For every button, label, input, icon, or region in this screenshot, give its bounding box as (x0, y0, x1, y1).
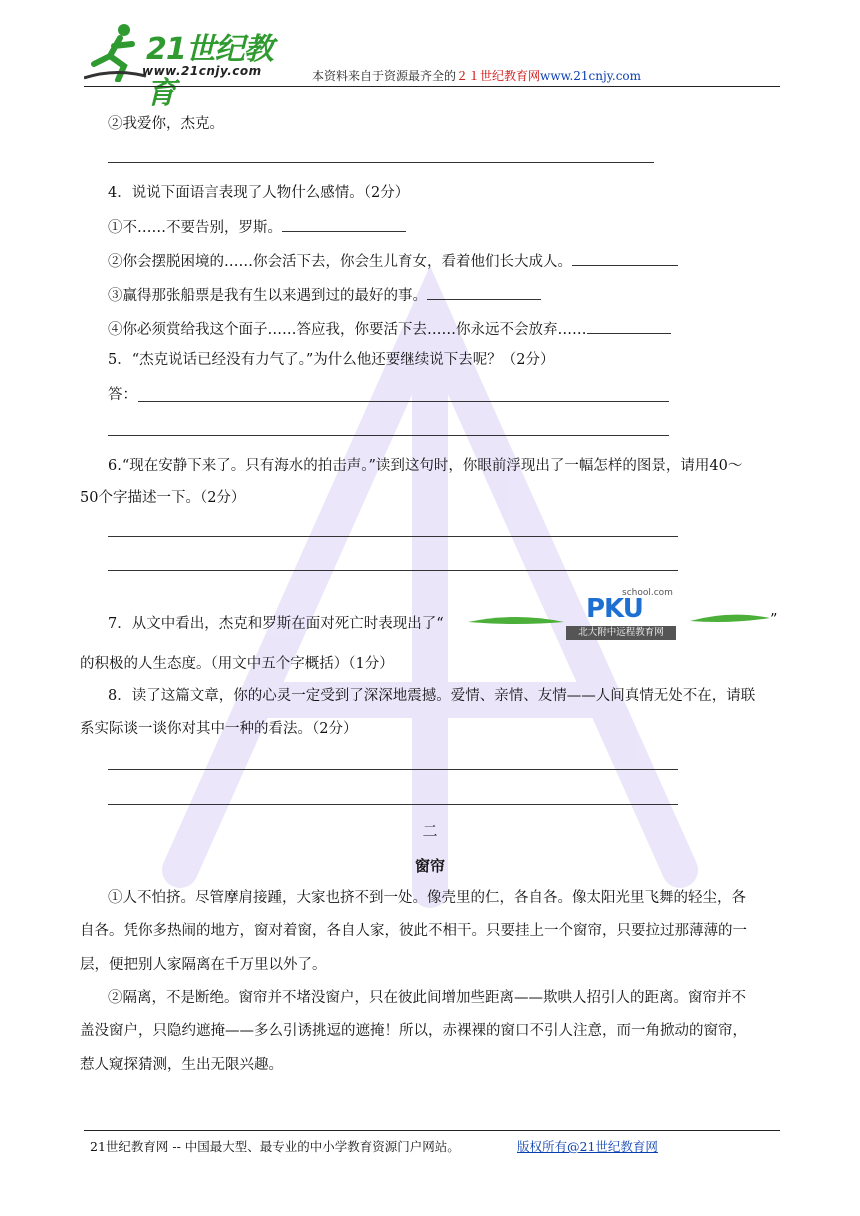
logo-brand-text: 21世纪教育 (146, 32, 273, 111)
passage-p2-line-2: 盖没窗户，只隐约遮掩——多么引诱挑逗的遮掩！所以，赤裸裸的窗口不引人注意，而一角掀动的窗帘， (80, 1023, 747, 1039)
question-5-answer-label: 答： (108, 387, 137, 403)
passage-p1-line-3: 层，便把别人家隔离在千万里以外了。 (80, 957, 327, 973)
footer-site-description: 21世纪教育网 -- 中国最大型、最专业的中小学教育资源门户网站。 (90, 1139, 460, 1154)
question-7-close-quote: ” (770, 612, 778, 628)
logo-url-text: www.21cnjy.com (142, 64, 262, 78)
answer-line[interactable] (138, 401, 669, 402)
passage-p2-line-3: 惹人窥探猜测，生出无限兴趣。 (80, 1057, 283, 1073)
question-8-line-2: 系实际谈一谈你对其中一种的看法。（2分） (80, 721, 358, 737)
header-note-site: 世纪教育网 (480, 69, 541, 83)
header-note (312, 67, 641, 84)
answer-line[interactable] (108, 570, 678, 571)
question-4-item-3: ③赢得那张船票是我有生以来遇到过的最好的事。 (108, 285, 541, 306)
passage-p2-line-1: ②隔离，不是断绝。窗帘并不堵没窗户，只在彼此间增加些距离——欺哄人招引人的距离。窗帘并不 (108, 990, 746, 1006)
answer-blank[interactable] (282, 217, 406, 232)
passage-p1-line-1: ①人不怕挤。尽管摩肩接踵，大家也挤不到一处。像壳里的仁，各自各。像太阳光里飞舞的轻尘，各 (108, 890, 746, 906)
answer-line[interactable] (108, 435, 669, 436)
header-note-url[interactable]: www.21cnjy.com (540, 69, 642, 83)
section-number: 二 (422, 822, 438, 840)
question-3-item-2: ②我爱你，杰克。 (108, 116, 224, 132)
question-7-line-1: 7．从文中看出，杰克和罗斯在面对死亡时表现出了“ (108, 616, 444, 632)
header-divider (84, 86, 780, 87)
answer-line[interactable] (108, 162, 654, 163)
answer-line[interactable] (108, 769, 678, 770)
passage-p1-line-2: 自各。凭你多热闹的地方，窗对着窗，各自人家，彼此不相干。只要挂上一个窗帘，只要拉过那薄薄的一 (80, 923, 747, 939)
answer-line[interactable] (108, 536, 678, 537)
answer-line[interactable] (108, 804, 678, 805)
footer-divider (84, 1130, 780, 1131)
question-7-line-2: 的积极的人生态度。（用文中五个字概括）（1分） (80, 656, 394, 672)
question-6-line-1: 6.“现在安静下来了。只有海水的拍击声。”读到这句时，你眼前浮现出了一幅怎样的图景，请用40～ (108, 458, 743, 474)
green-swoosh-left (468, 614, 564, 628)
header-note-prefix: 本资料来自于资源最齐全的 (312, 69, 457, 83)
question-4-item-4: ④你必须赏给我这个面子……答应我，你要活下去……你永远不会放弃…… (108, 319, 671, 340)
green-swoosh-right (690, 612, 770, 626)
question-5: 5．“杰克说话已经没有力气了。”为什么他还要继续说下去呢？（2分） (108, 352, 555, 368)
section-title: 窗帘 (414, 857, 445, 875)
question-4-item-2: ②你会摆脱困境的……你会活下去，你会生儿育女，看着他们长大成人。 (108, 251, 678, 272)
answer-blank[interactable] (587, 319, 671, 334)
question-8-line-1: 8．读了这篇文章，你的心灵一定受到了深深地震撼。爱情、亲情、友情——人间真情无处不在，请联 (108, 688, 756, 704)
pku-logo: school.com PKU 北大附中远程教育网 (564, 588, 678, 642)
question-6-line-2: 50个字描述一下。（2分） (80, 490, 246, 506)
footer-copyright-link[interactable]: 版权所有@21世纪教育网 (517, 1139, 658, 1154)
header-note-num: ２１ (456, 69, 481, 83)
answer-blank[interactable] (427, 285, 541, 300)
answer-blank[interactable] (572, 251, 678, 266)
question-4-item-1: ①不……不要告别，罗斯。 (108, 217, 406, 238)
site-logo (84, 18, 284, 111)
question-4: 4．说说下面语言表现了人物什么感情。（2分） (108, 185, 410, 201)
